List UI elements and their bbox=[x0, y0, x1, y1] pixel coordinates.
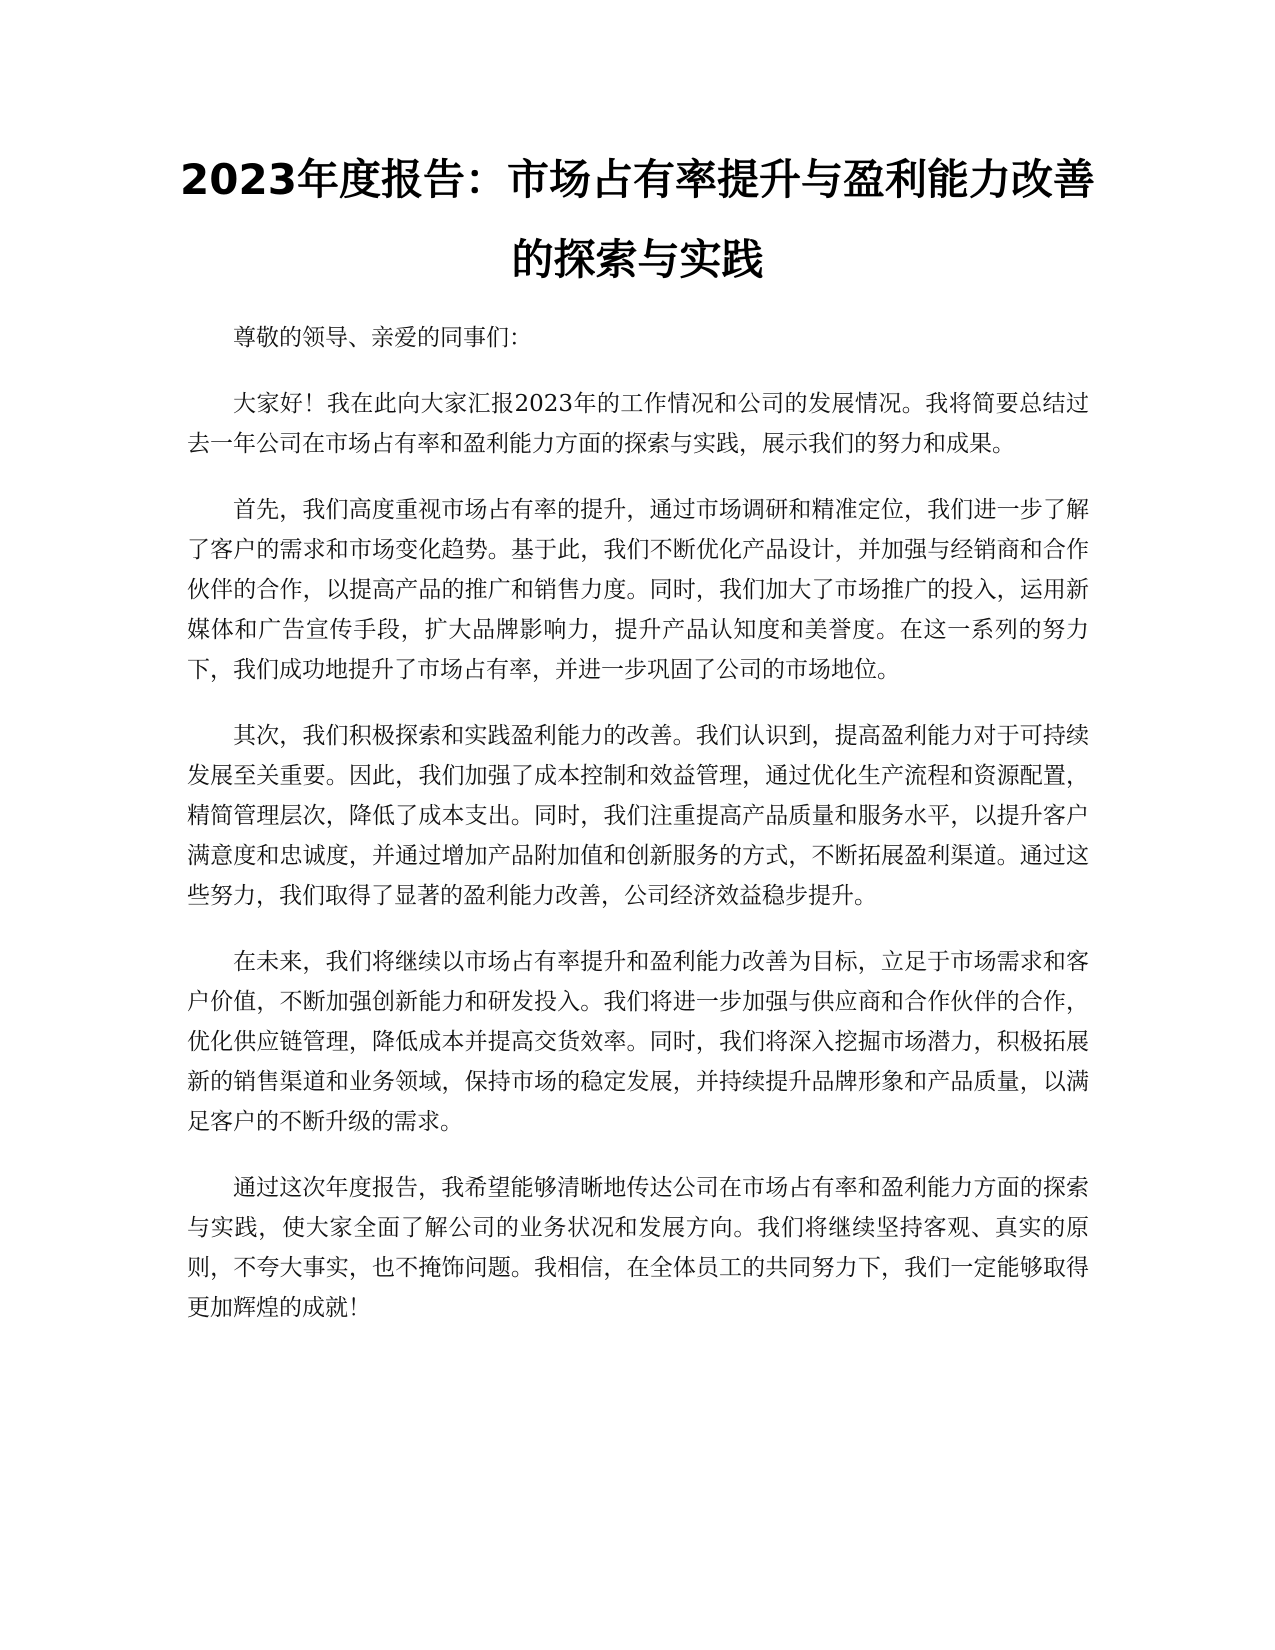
paragraph-profitability: 其次，我们积极探索和实践盈利能力的改善。我们认识到，提高盈利能力对于可持续发展至关重要。因此，我们加强了成本控制和效益管理，通过优化生产流程和资源配置，精简管理层次，降低了成本支出。同时，我们注重提高产品质量和服务水平，以提升客户满意度和忠诚度，并通过增加产品附加值和创新服务的方式，不断拓展盈利渠道。通过这些努力，我们取得了显著的盈利能力改善，公司经济效益稳步提升。 bbox=[187, 723, 1089, 909]
paragraph-future: 在未来，我们将继续以市场占有率提升和盈利能力改善为目标，立足于市场需求和客户价值，不断加强创新能力和研发投入。我们将进一步加强与供应商和合作伙伴的合作，优化供应链管理，降低成本并提高交货效率。同时，我们将深入挖掘市场潜力，积极拓展新的销售渠道和业务领域，保持市场的稳定发展，并持续提升品牌形象和产品质量，以满足客户的不断升级的需求。 bbox=[187, 949, 1089, 1135]
paragraph-intro: 大家好！我在此向大家汇报2023年的工作情况和公司的发展情况。我将简要总结过去一年公司在市场占有率和盈利能力方面的探索与实践，展示我们的努力和成果。 bbox=[187, 391, 1089, 457]
document-body bbox=[187, 318, 1089, 1354]
salutation: 尊敬的领导、亲爱的同事们： bbox=[233, 325, 532, 351]
paragraph-market-share: 首先，我们高度重视市场占有率的提升，通过市场调研和精准定位，我们进一步了解了客户的需求和市场变化趋势。基于此，我们不断优化产品设计，并加强与经销商和合作伙伴的合作，以提高产品的推广和销售力度。同时，我们加大了市场推广的投入，运用新媒体和广告宣传手段，扩大品牌影响力，提升产品认知度和美誉度。在这一系列的努力下，我们成功地提升了市场占有率，并进一步巩固了公司的市场地位。 bbox=[187, 497, 1089, 683]
document-title: 2023年度报告：市场占有率提升与盈利能力改善的探索与实践 bbox=[180, 155, 1095, 284]
paragraph-conclusion: 通过这次年度报告，我希望能够清晰地传达公司在市场占有率和盈利能力方面的探索与实践，使大家全面了解公司的业务状况和发展方向。我们将继续坚持客观、真实的原则，不夸大事实，也不掩饰问题。我相信，在全体员工的共同努力下，我们一定能够取得更加辉煌的成就！ bbox=[187, 1175, 1089, 1321]
